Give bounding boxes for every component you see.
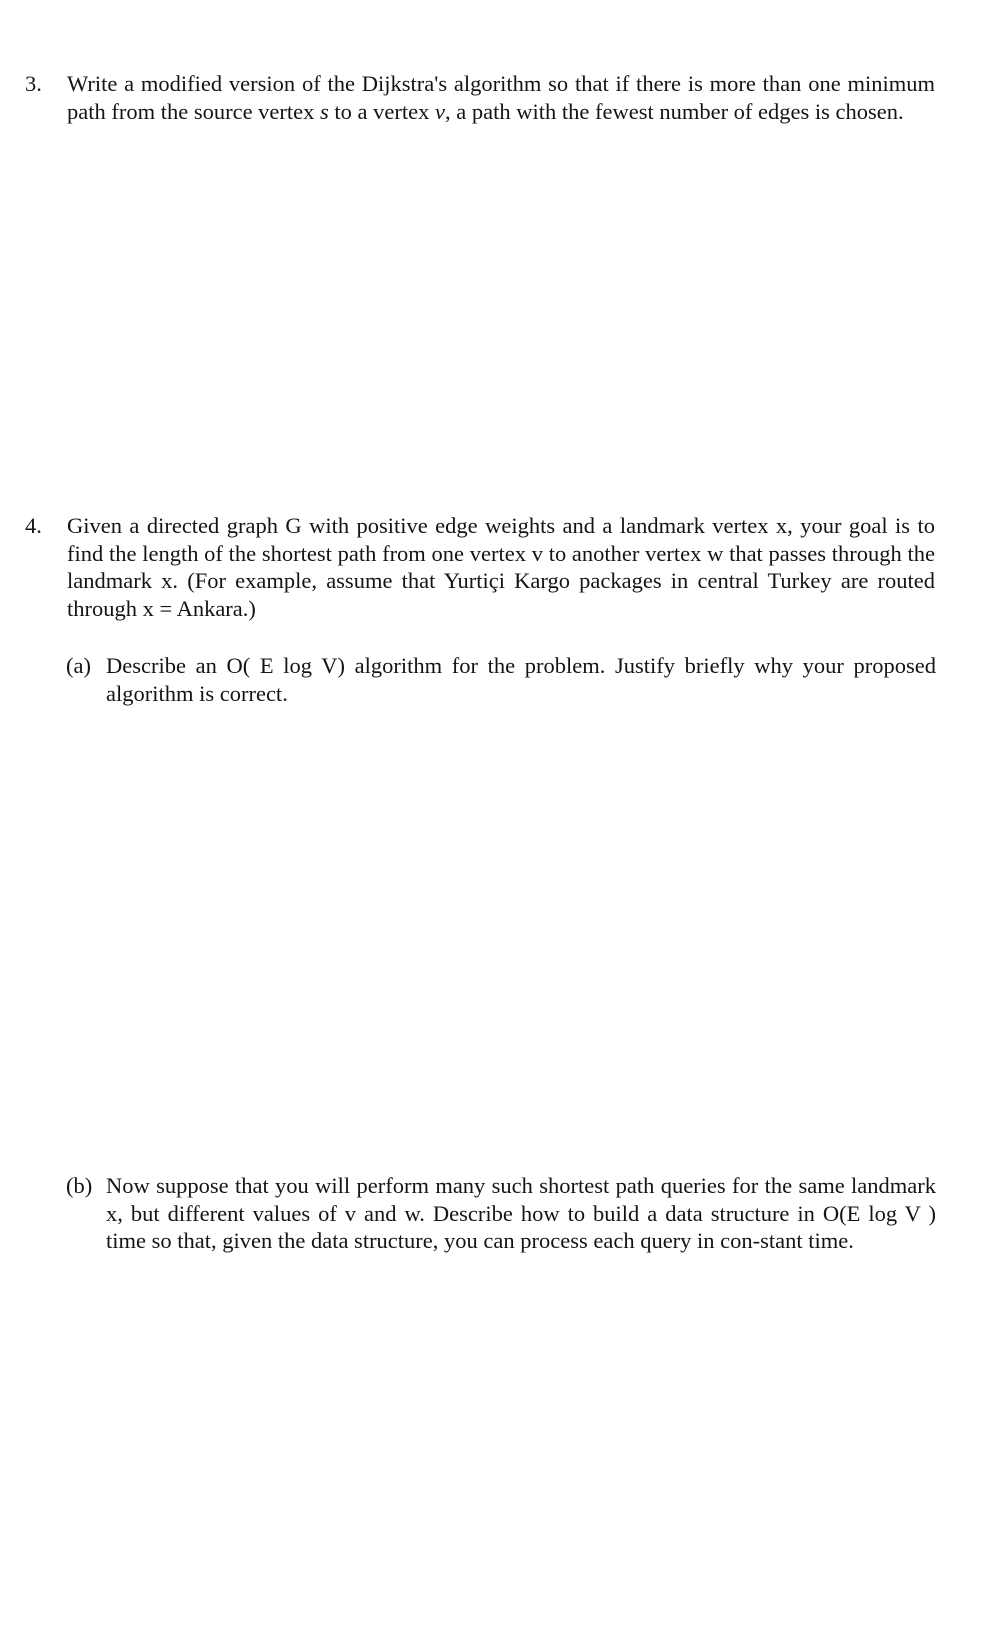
problem-4-part-b [66,1172,936,1255]
problem-number: 3. [25,71,42,96]
part-label: (b) [66,1173,93,1198]
problem-text: Given a directed graph G with positive edge weights and a landmark vertex x, your goal is to find the length of the shortest path from one vertex v to another vertex w that passes through the landmark x. (For example, assume that Yurtiçi Kargo packages in central Turkey are routed through x = Ankara.) [67,513,935,621]
part-text: Now suppose that you will perform many such shortest path queries for the same landmark x, but different values of v and w. Describe how to build a data structure in O(E log V ) time so that, given the data structure, you can process each query in con-stant time. [106,1173,936,1253]
problem-number: 4. [25,513,42,538]
problem-4-part-a [66,652,936,707]
problem-text-part: to a vertex [328,98,436,124]
part-text: Describe an O( E log V) algorithm for the problem. Justify briefly why your proposed algorithm is correct. [106,653,936,706]
part-label: (a) [66,653,91,678]
problem-3 [25,70,935,125]
problem-text-part: Write a modified version of the Dijkstra's algorithm so that if there is more than one minimum path from the source vertex [67,71,935,124]
variable-s: s [320,98,329,124]
problem-text-part: , a path with the fewest number of edges is chosen. [445,98,904,124]
variable-v: v [435,98,446,124]
problem-text [67,70,935,125]
problem-4 [25,512,935,622]
